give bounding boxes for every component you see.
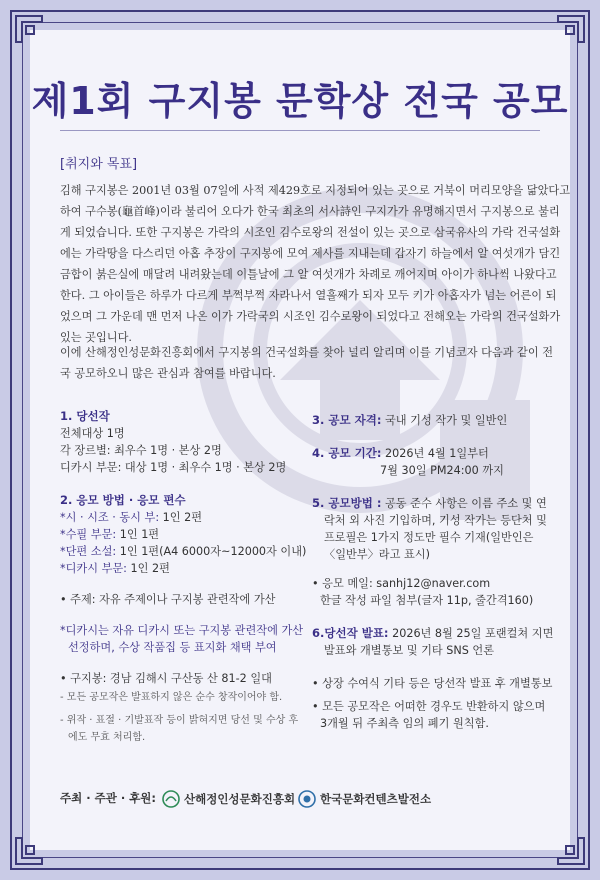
section-5-heading: 5. 공모방법 : — [312, 496, 382, 510]
entry-rule — [60, 509, 310, 526]
paragraph-line: 었으며 그 가운데 맨 먼저 나온 이가 가락국의 시조인 김수로왕이 되었다고 전해오는 가락의 건국설화가 — [60, 310, 561, 323]
left-column — [60, 408, 310, 746]
title-divider — [60, 130, 540, 131]
paragraph-line: 국 공모하오니 많은 관심과 참여를 바랍니다. — [60, 367, 276, 380]
sponsors-footer — [60, 790, 560, 820]
entry-limit: 1인 2편 — [126, 562, 170, 575]
entry-rule — [60, 543, 310, 560]
entry-category: *단편 소설: — [60, 545, 117, 558]
entry-limit: 1인 1편 — [116, 528, 160, 541]
entry-rule — [60, 560, 310, 577]
announcement-line: 발표와 개별통보 및 기타 SNS 언론 — [324, 644, 495, 657]
paragraph-line: 에는 가락땅을 다스리던 아홉 추장이 구지봉에 모여 제사를 지내는데 갑자기 하늘에서 알 여섯개가 담긴 — [60, 247, 561, 260]
entry-limit: 1인 2편 — [159, 511, 203, 524]
note-line: 에도 무효 처리함. — [68, 732, 146, 743]
section-3-heading: 3. 공모 자격: — [312, 413, 382, 427]
corner-ornament-icon — [14, 836, 44, 866]
section-1-heading: 1. 당선작 — [60, 409, 110, 423]
method-line: 프로필은 1가지 정도만 필수 기재(일반인은 — [324, 531, 534, 544]
submission-email: • 응모 메일: sanhj12@naver.com — [312, 577, 491, 590]
method-line: 공동 준수 사항은 이름 주소 및 연 — [381, 497, 547, 510]
method-line: 〈일반부〉라고 표시) — [324, 548, 430, 561]
dica-note — [60, 622, 310, 656]
entry-limit: 1인 1편(A4 6000자~12000자 이내) — [116, 545, 307, 558]
entry-rule — [60, 526, 310, 543]
entry-category: *시 · 시조 · 동시 부: — [60, 511, 160, 524]
award-line: 각 장르별: 최우수 1명 · 본상 2명 — [60, 444, 222, 457]
page-title: 제1회 구지봉 문학상 전국 공모 — [31, 79, 569, 123]
purpose-heading: [취지와 목표] — [60, 157, 138, 172]
paragraph-line: 김해 구지봉은 2001년 03월 07일에 사적 제429호로 지정되어 있는 곳으로 거북이 머리모양을 닮았다고 — [60, 184, 571, 197]
note-line: - 모든 공모작은 발표하지 않은 순수 창작이어야 함. — [60, 692, 283, 703]
eligibility — [312, 412, 550, 429]
return-note: 3개월 뒤 주최측 임의 폐기 원칙함. — [320, 717, 489, 730]
location-note: • 구지봉: 경남 김해시 구산동 산 81-2 일대 — [60, 672, 272, 685]
dica-note-line: *디카시는 자유 디카시 또는 구지봉 관련작에 가산 — [60, 624, 304, 637]
section-6-heading: 6.당선작 발표: — [312, 626, 389, 640]
sponsor-org-2 — [298, 790, 431, 808]
award-line: 전체대상 1명 — [60, 427, 125, 440]
sponsor-2-name: 한국문화컨텐츠발전소 — [320, 792, 432, 806]
paragraph-line: 있는 곳입니다. — [60, 331, 132, 344]
sponsor-1-name: 산해정인성문화진흥회 — [184, 792, 296, 806]
theme-note: • 주제: 자유 주제이나 구지봉 관련작에 가산 — [60, 593, 276, 606]
dica-note-line: 선정하며, 수상 작품집 등 표지화 채택 부여 — [68, 641, 277, 654]
corner-ornament-icon — [556, 14, 586, 44]
entry-category: *디카시 부문: — [60, 562, 127, 575]
note-line: - 위작 · 표절 · 기발표작 등이 밝혀지면 당선 및 수상 후 — [60, 715, 299, 726]
sponsor-org-1 — [162, 790, 295, 808]
paragraph-line: 한다. 그 아이들은 하루가 다르게 부쩍부쩍 자라나서 열흘째가 되자 모두 키가 아홉자가 넘는 어른이 되 — [60, 289, 557, 302]
right-column — [312, 412, 554, 732]
originality-notes — [60, 689, 310, 746]
section-4-heading: 4. 공모 기간: — [312, 446, 382, 460]
period — [312, 445, 550, 462]
method — [312, 495, 550, 512]
sponsor-1-logo-icon — [162, 790, 180, 808]
sponsor-2-logo-icon — [298, 790, 316, 808]
corner-ornament-icon — [14, 14, 44, 44]
paragraph-line: 이에 산해정인성문화진흥회에서 구지봉의 건국설화를 찾아 널리 알리며 이를 기념코자 다음과 같이 전 — [60, 346, 554, 359]
announcement-line: 2026년 8월 25일 포랜컬쳐 지면 — [388, 627, 554, 640]
ceremony-note: • 상장 수여식 기타 등은 당선작 발표 후 개별통보 — [312, 677, 553, 690]
announcement — [312, 625, 554, 642]
period-end: 7월 30일 PM24:00 까지 — [380, 464, 504, 477]
method-line: 락처 외 사진 기입하며, 기성 작가는 등단처 및 — [324, 514, 547, 527]
entry-category: *수필 부문: — [60, 528, 117, 541]
sponsors-label: 주최 · 주관 · 후원: — [60, 791, 157, 805]
paragraph-line: 금합이 붉은실에 매달려 내려왔는데 이틀날에 그 알 여섯개가 차례로 깨어지며 아이가 하나씩 나왔다고 — [60, 268, 557, 281]
section-2-heading: 2. 응모 방법 · 응모 편수 — [60, 493, 186, 507]
period-start: 2026년 4월 1일부터 — [381, 447, 489, 460]
purpose-paragraph-2 — [60, 342, 554, 384]
return-note: • 모든 공모작은 어떠한 경우도 반환하지 않으며 — [312, 700, 546, 713]
purpose-paragraph-1 — [60, 180, 571, 348]
eligibility-value: 국내 기성 작가 및 일반인 — [381, 414, 508, 427]
paragraph-line: 하여 구수봉(龜首峰)이라 불리어 오다가 한국 최초의 서사詩인 구지가가 유명해지면서 구지봉으로 불리 — [60, 205, 560, 218]
corner-ornament-icon — [556, 836, 586, 866]
paragraph-line: 게 되었습니다. 또한 구지봉은 가락의 시조인 김수로왕의 전설이 있는 곳으로 삼국유사의 가락 건국설화 — [60, 226, 561, 239]
award-line: 디카시 부문: 대상 1명 · 최우수 1명 · 본상 2명 — [60, 461, 287, 474]
file-format: 한글 작성 파일 첨부(글자 11p, 줄간격160) — [320, 594, 534, 607]
